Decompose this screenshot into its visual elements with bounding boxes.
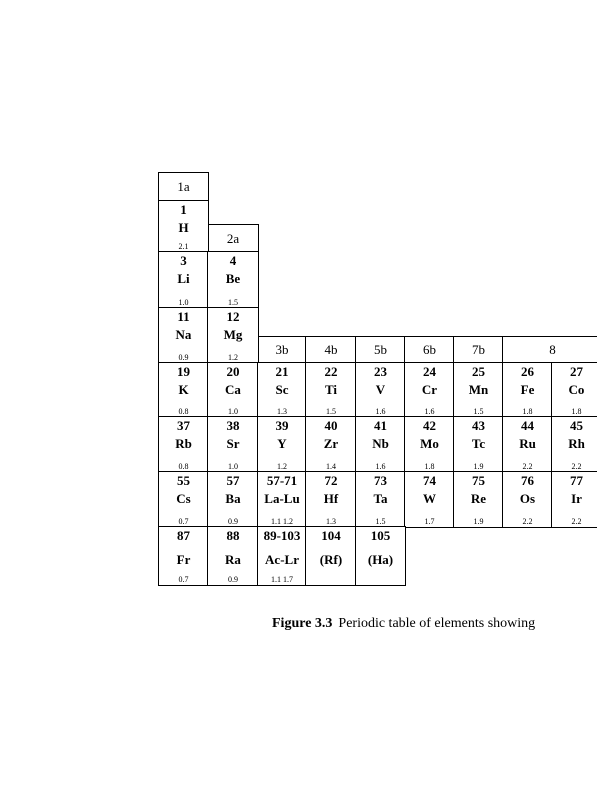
element-cell-rh (551, 416, 597, 473)
electronegativity: 1.1 1.2 (271, 517, 293, 526)
element-cell-os (502, 471, 553, 528)
element-cell-na (158, 307, 209, 364)
group-header-8: 8 (502, 336, 597, 363)
element-symbol: (Rf) (319, 552, 343, 567)
atomic-number: 89-103 (263, 528, 301, 543)
electronegativity: 1.8 (424, 462, 435, 471)
element-symbol: (Ha) (367, 552, 394, 567)
electronegativity: 1.4 (326, 462, 336, 471)
element-symbol: W (423, 491, 436, 506)
element-symbol: Ir (571, 491, 582, 506)
element-symbol: Li (177, 271, 190, 286)
electronegativity: 1.3 (277, 407, 287, 416)
element-cell-mo (404, 416, 455, 473)
electronegativity: 2.1 (178, 242, 189, 251)
atomic-number: 43 (472, 418, 485, 433)
element-cell-la-lu (257, 471, 307, 528)
element-symbol: H (178, 220, 189, 235)
atomic-number: 57 (226, 473, 240, 488)
element-symbol: Zr (323, 436, 339, 451)
electronegativity: 1.6 (375, 462, 386, 471)
element-cell-zr (305, 416, 357, 473)
element-symbol: Ru (519, 436, 536, 451)
atomic-number: 87 (177, 528, 190, 543)
electronegativity: 1.0 (228, 462, 238, 471)
element-cell-ti (305, 362, 357, 418)
atomic-number: 26 (521, 364, 534, 379)
element-cell-fe (502, 362, 553, 418)
atomic-number: 88 (226, 528, 240, 543)
electronegativity: 1.0 (178, 298, 189, 307)
electronegativity: 2.2 (522, 517, 533, 526)
atomic-number: 21 (275, 364, 289, 379)
electronegativity: 2.2 (571, 517, 582, 526)
electronegativity: 2.2 (571, 462, 582, 471)
element-symbol: La-Lu (264, 491, 300, 506)
element-symbol: Ac-Lr (265, 552, 299, 567)
element-symbol: Cs (176, 491, 191, 506)
element-symbol: V (375, 382, 386, 397)
element-symbol: Mg (223, 327, 243, 342)
element-symbol: Cr (421, 382, 438, 397)
element-cell-mn (453, 362, 504, 418)
element-cell-tc (453, 416, 504, 473)
element-cell-v (355, 362, 406, 418)
element-symbol: Mn (468, 382, 489, 397)
element-cell-rb (158, 416, 209, 473)
element-cell-nb (355, 416, 406, 473)
group-header-6b: 6b (404, 336, 455, 363)
atomic-number: 38 (226, 418, 240, 433)
atomic-number: 104 (321, 528, 341, 543)
element-cell-mg (207, 307, 259, 364)
element-cell-li (158, 251, 209, 309)
element-symbol: Fr (176, 552, 191, 567)
electronegativity: 0.9 (228, 575, 238, 584)
element-symbol: Tc (471, 436, 486, 451)
atomic-number: 76 (521, 473, 534, 488)
atomic-number: 55 (177, 473, 190, 488)
electronegativity: 0.8 (178, 462, 189, 471)
element-symbol: Nb (372, 436, 389, 451)
electronegativity: 1.5 (473, 407, 484, 416)
atomic-number: 12 (226, 309, 240, 324)
element-cell-re (453, 471, 504, 528)
electronegativity: 0.9 (178, 353, 189, 362)
element-cell-ru (502, 416, 553, 473)
element-cell-hf (305, 471, 357, 528)
electronegativity: 1.5 (375, 517, 386, 526)
element-symbol: Na (175, 327, 192, 342)
group-header-2a: 2a (207, 224, 259, 253)
element-symbol: Rh (568, 436, 585, 451)
element-symbol: K (178, 382, 189, 397)
element-symbol: Ti (324, 382, 338, 397)
atomic-number: 39 (275, 418, 289, 433)
atomic-number: 45 (570, 418, 583, 433)
atomic-number: 23 (374, 364, 387, 379)
atomic-number: 25 (472, 364, 485, 379)
group-header-5b: 5b (355, 336, 406, 363)
element-symbol: Ta (373, 491, 388, 506)
element-cell-ha (355, 526, 406, 586)
element-cell-sr (207, 416, 259, 473)
atomic-number: 41 (374, 418, 387, 433)
element-symbol: Fe (520, 382, 535, 397)
electronegativity: 2.2 (522, 462, 533, 471)
atomic-number: 44 (521, 418, 534, 433)
atomic-number: 19 (177, 364, 190, 379)
atomic-number: 22 (324, 364, 338, 379)
electronegativity: 1.8 (522, 407, 533, 416)
atomic-number: 72 (324, 473, 338, 488)
atomic-number: 4 (229, 253, 237, 268)
element-symbol: Ca (225, 382, 241, 397)
element-cell-cs (158, 471, 209, 528)
element-symbol: Mo (420, 436, 439, 451)
electronegativity: 0.7 (178, 575, 189, 584)
element-cell-ir (551, 471, 597, 528)
element-cell-h (158, 200, 209, 253)
element-symbol: Sc (275, 382, 289, 397)
element-cell-ra (207, 526, 259, 586)
element-symbol: Co (568, 382, 585, 397)
group-header-7b: 7b (453, 336, 504, 363)
electronegativity: 1.2 (228, 353, 238, 362)
element-symbol: Hf (323, 491, 339, 506)
electronegativity: 1.0 (228, 407, 238, 416)
element-symbol: Re (470, 491, 487, 506)
element-cell-ca (207, 362, 259, 418)
atomic-number: 3 (180, 253, 187, 268)
atomic-number: 74 (423, 473, 436, 488)
element-symbol: Rb (175, 436, 192, 451)
group-header-4b: 4b (305, 336, 357, 363)
atomic-number: 73 (374, 473, 387, 488)
element-cell-be (207, 251, 259, 309)
electronegativity: 1.6 (375, 407, 386, 416)
atomic-number: 11 (177, 309, 190, 324)
atomic-number: 27 (570, 364, 583, 379)
electronegativity: 0.8 (178, 407, 189, 416)
element-symbol: Os (519, 491, 536, 506)
atomic-number: 40 (324, 418, 338, 433)
element-cell-k (158, 362, 209, 418)
element-symbol: Ba (225, 491, 241, 506)
atomic-number: 37 (177, 418, 190, 433)
atomic-number: 1 (180, 202, 187, 217)
figure-label: Figure 3.3 (272, 616, 333, 631)
atomic-number: 20 (226, 364, 240, 379)
electronegativity: 1.8 (571, 407, 582, 416)
element-cell-ba (207, 471, 259, 528)
atomic-number: 105 (370, 528, 391, 543)
element-cell-co (551, 362, 597, 418)
figure-caption (272, 616, 535, 632)
electronegativity: 1.6 (424, 407, 435, 416)
electronegativity: 1.9 (473, 462, 484, 471)
atomic-number: 75 (472, 473, 485, 488)
electronegativity: 1.2 (277, 462, 287, 471)
atomic-number: 77 (570, 473, 583, 488)
figure-caption-text: Periodic table of elements showing (338, 616, 536, 631)
element-cell-fr (158, 526, 209, 586)
element-symbol: Y (277, 436, 287, 451)
group-header-3b: 3b (257, 336, 307, 363)
element-symbol: Ra (225, 552, 241, 567)
electronegativity: 0.9 (228, 517, 238, 526)
atomic-number: 42 (423, 418, 436, 433)
electronegativity: 1.5 (326, 407, 336, 416)
electronegativity: 1.9 (473, 517, 484, 526)
element-symbol: Be (225, 271, 241, 286)
electronegativity: 1.1 1.7 (271, 575, 293, 584)
element-cell-ac-lr (257, 526, 307, 586)
electronegativity: 1.7 (424, 517, 435, 526)
element-cell-sc (257, 362, 307, 418)
electronegativity: 1.5 (228, 298, 238, 307)
element-cell-ta (355, 471, 406, 528)
element-cell-w (404, 471, 455, 528)
element-cell-cr (404, 362, 455, 418)
element-symbol: Sr (226, 436, 240, 451)
electronegativity: 0.7 (178, 517, 189, 526)
atomic-number: 24 (423, 364, 436, 379)
electronegativity: 1.3 (326, 517, 336, 526)
element-cell-y (257, 416, 307, 473)
atomic-number: 57-71 (266, 473, 298, 488)
group-header-1a: 1a (158, 172, 209, 201)
element-cell-rf (305, 526, 357, 586)
